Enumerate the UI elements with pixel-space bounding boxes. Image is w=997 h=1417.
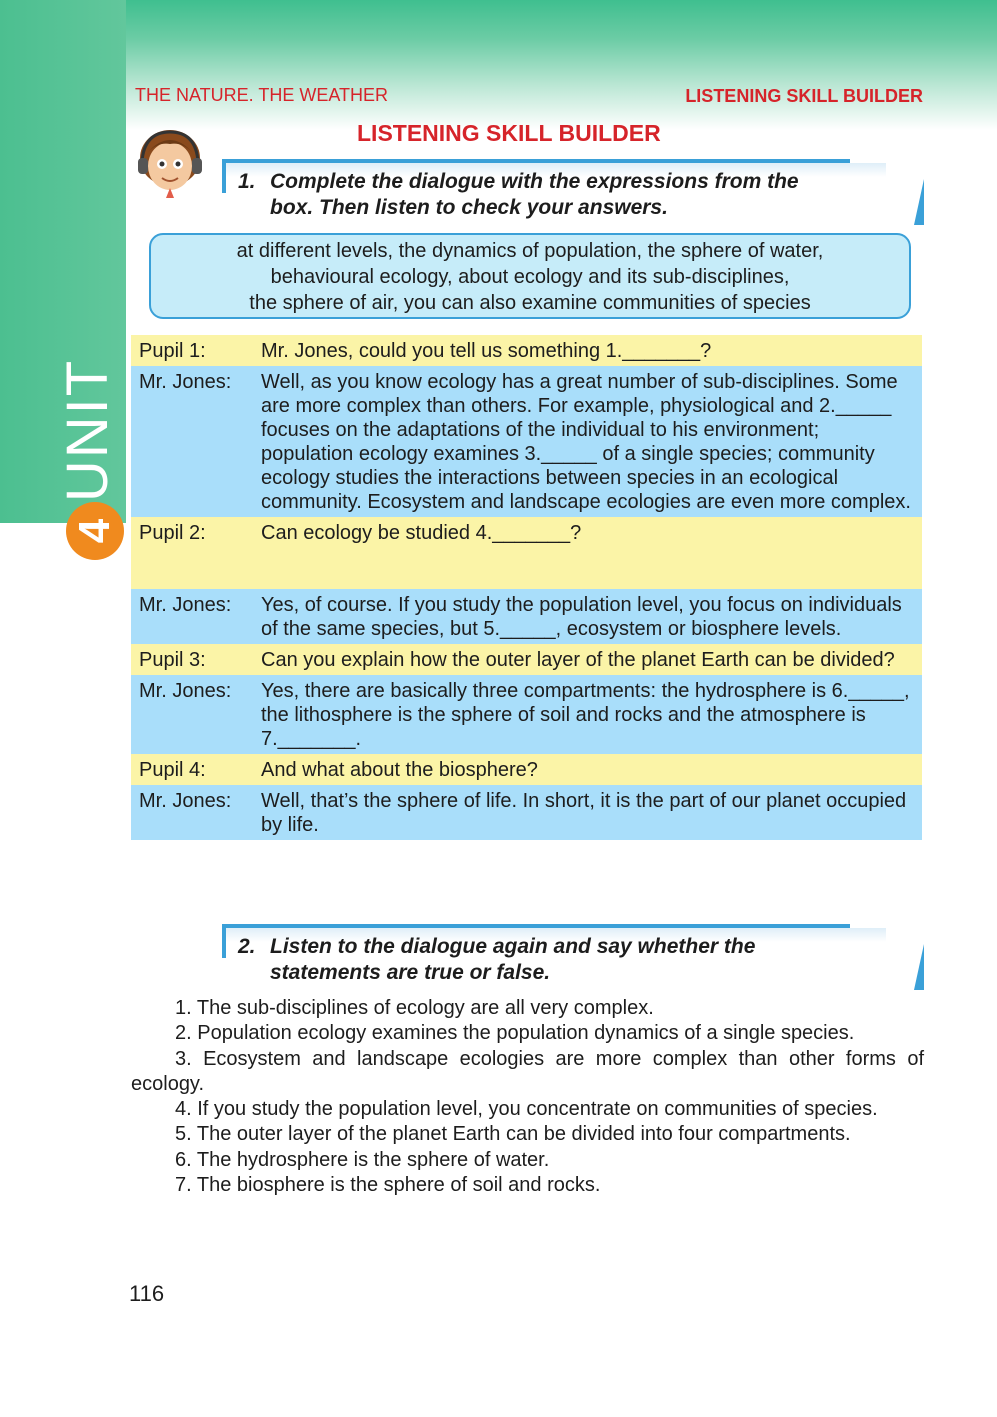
dialogue-row [131,517,922,589]
expression-box [149,233,911,319]
girl-with-headphones-icon [130,122,210,202]
expression-line: behavioural ecology, about ecology and its sub-disciplines, [270,266,790,288]
expression-line: the sphere of air, you can also examine communities of species [249,292,811,314]
speaker: Mr. Jones: [139,790,232,812]
task-corner [914,944,924,990]
task-2-heading [222,924,924,990]
task-number: 1. [238,170,256,193]
speech: Well, that’s the sphere of life. In short, it is the part of our planet occupied by life. [261,790,907,836]
statement: 7. The biosphere is the sphere of soil and rocks. [175,1174,601,1197]
task-corner [914,179,924,225]
speech: Yes, there are basically three compartments: the hydrosphere is 6._____, the lithosphere is the sphere of soil and rocks and the atmosphere is 7._______. [261,680,910,750]
task-line: statements are true or false. [270,961,551,984]
dialogue-row [131,335,922,366]
speech: And what about the biosphere? [261,759,538,781]
speaker: Pupil 4: [139,759,206,781]
dialogue-table [131,335,922,840]
dialogue-row [131,644,922,675]
speaker: Pupil 2: [139,522,206,544]
running-head-left: THE NATURE. THE WEATHER [135,85,389,105]
speech: Well, as you know ecology has a great number of sub-disciplines. Some are more complex than others. For example, physiological and 2._____ focuses on the adaptations of the individual to his environment; population ecology examines 3._____ of a single species; community ecology studies the interactions between species in an ecological community. Ecosystem and landscape ecologies are even more complex. [261,371,911,513]
dialogue-row [131,675,922,754]
speaker: Pupil 3: [139,649,206,671]
statement: 5. The outer layer of the planet Earth can be divided into four compartments. [175,1123,851,1146]
task-line: Complete the dialogue with the expressions from the [270,170,799,193]
task-1-heading [222,159,924,225]
statement: 2. Population ecology examines the population dynamics of a single species. [175,1022,855,1045]
dialogue-row [131,589,922,644]
dialogue-row [131,366,922,517]
expression-line: at different levels, the dynamics of population, the sphere of water, [236,240,824,262]
unit-label: UNIT [55,358,120,503]
statement: 3. Ecosystem and landscape ecologies are more complex than other forms of ecology. [131,1047,924,1095]
task-number: 2. [238,935,256,958]
speaker: Mr. Jones: [139,371,232,393]
task-line: Listen to the dialogue again and say whether the [270,935,756,958]
statement: 4. If you study the population level, you concentrate on communities of species. [175,1098,878,1121]
task-instruction [238,934,908,986]
page-number: 116 [129,1281,165,1306]
header-band [0,0,997,130]
statement: 1. The sub-disciplines of ecology are all very complex. [175,997,654,1019]
statements-list [131,996,924,1198]
speech: Yes, of course. If you study the population level, you focus on individuals of the same species, but 5._____, ecosystem or biosphere levels. [261,594,902,640]
speech: Mr. Jones, could you tell us something 1._______? [261,340,712,362]
unit-number-badge: 4 [66,502,124,560]
speech: Can ecology be studied 4._______? [261,522,582,544]
speaker: Mr. Jones: [139,680,232,702]
speech: Can you explain how the outer layer of the planet Earth can be divided? [261,649,895,671]
statement: 6. The hydrosphere is the sphere of water. [175,1148,550,1171]
task-line: box. Then listen to check your answers. [270,196,668,219]
section-title: LISTENING SKILL BUILDER [357,120,661,146]
speaker: Pupil 1: [139,340,206,362]
speaker: Mr. Jones: [139,594,232,616]
running-head-right: LISTENING SKILL BUILDER [685,86,923,106]
dialogue-row [131,785,922,840]
task-instruction [238,169,908,221]
dialogue-row [131,754,922,785]
